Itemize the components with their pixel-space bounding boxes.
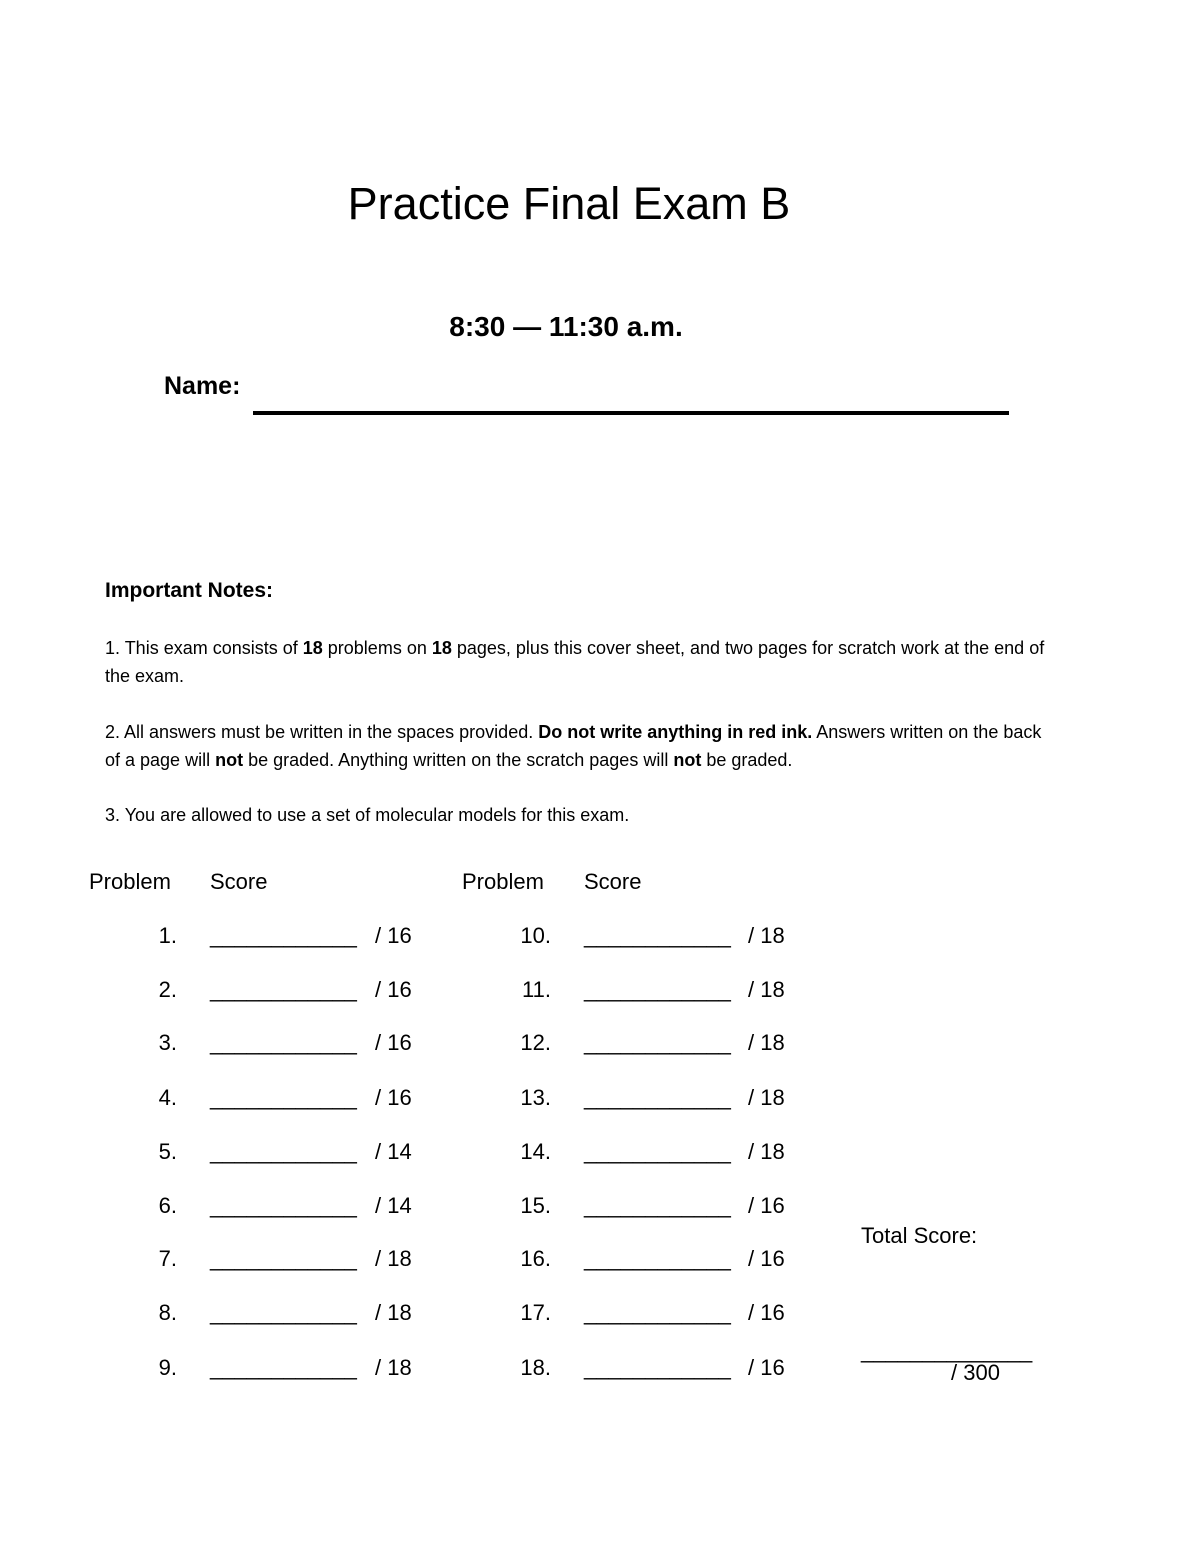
problem-number: 14. <box>520 1139 551 1164</box>
problem-number: 12. <box>520 1030 551 1055</box>
score-blank[interactable]: ____________ <box>584 1139 731 1164</box>
problem-number: 11. <box>522 977 551 1002</box>
max-points: / 16 <box>748 1193 785 1218</box>
max-points: / 16 <box>375 923 412 948</box>
score-blank[interactable]: ____________ <box>584 1085 731 1110</box>
max-points: / 18 <box>748 923 785 948</box>
max-points: / 18 <box>748 977 785 1002</box>
problem-number: 1. <box>158 923 177 948</box>
problem-number: 4. <box>158 1085 177 1110</box>
problem-header-right: Problem <box>462 869 544 894</box>
score-blank[interactable]: ____________ <box>210 923 357 948</box>
score-blank[interactable]: ____________ <box>584 1193 731 1218</box>
score-blank[interactable]: ____________ <box>584 1355 731 1380</box>
note-3: 3. You are allowed to use a set of molecular models for this exam. <box>105 805 630 825</box>
max-points: / 16 <box>748 1300 785 1325</box>
total-score-label: Total Score: <box>861 1223 978 1248</box>
problem-header-left: Problem <box>89 869 171 894</box>
score-blank[interactable]: ____________ <box>210 1085 357 1110</box>
total-score-blank[interactable]: ______________ <box>861 1338 1033 1363</box>
problem-number: 18. <box>520 1355 551 1380</box>
score-blank[interactable]: ____________ <box>210 1246 357 1271</box>
problem-number: 8. <box>158 1300 177 1325</box>
name-field-line[interactable] <box>253 411 1009 415</box>
name-label: Name: <box>164 372 241 400</box>
max-points: / 18 <box>748 1030 785 1055</box>
score-blank[interactable]: ____________ <box>210 1355 357 1380</box>
score-blank[interactable]: ____________ <box>210 1139 357 1164</box>
problem-number: 16. <box>520 1246 551 1271</box>
note-2: 2. All answers must be written in the spaces provided. Do not write anything in red ink. Answers written on the back of a page will not be graded. Anything written on the scratch pages will not be graded. <box>105 722 1042 770</box>
notes-heading: Important Notes: <box>105 579 273 602</box>
max-points: / 18 <box>748 1139 785 1164</box>
problem-number: 17. <box>520 1300 551 1325</box>
score-blank[interactable]: ____________ <box>584 1030 731 1055</box>
score-blank[interactable]: ____________ <box>210 1300 357 1325</box>
problem-number: 10. <box>520 923 551 948</box>
note-1: 1. This exam consists of 18 problems on 18 pages, plus this cover sheet, and two pages for scratch work at the end of the exam. <box>105 638 1045 686</box>
max-points: / 16 <box>748 1246 785 1271</box>
score-blank[interactable]: ____________ <box>584 977 731 1002</box>
problem-number: 7. <box>158 1246 177 1271</box>
problem-number: 9. <box>158 1355 177 1380</box>
max-points: / 16 <box>748 1355 785 1380</box>
score-blank[interactable]: ____________ <box>584 923 731 948</box>
max-points: / 14 <box>375 1193 412 1218</box>
max-points: / 18 <box>375 1300 412 1325</box>
exam-title: Practice Final Exam B <box>347 178 791 229</box>
score-blank[interactable]: ____________ <box>584 1246 731 1271</box>
max-points: / 16 <box>375 1085 412 1110</box>
max-points: / 18 <box>375 1246 412 1271</box>
problem-number: 15. <box>520 1193 551 1218</box>
max-points: / 14 <box>375 1139 412 1164</box>
score-blank[interactable]: ____________ <box>584 1300 731 1325</box>
score-blank[interactable]: ____________ <box>210 1193 357 1218</box>
exam-time: 8:30 — 11:30 a.m. <box>449 311 683 342</box>
max-points: / 16 <box>375 977 412 1002</box>
problem-number: 2. <box>158 977 177 1002</box>
score-blank[interactable]: ____________ <box>210 1030 357 1055</box>
problem-number: 3. <box>158 1030 177 1055</box>
problem-number: 13. <box>520 1085 551 1110</box>
total-max-points: / 300 <box>951 1360 1000 1385</box>
score-header-left: Score <box>210 869 268 894</box>
max-points: / 18 <box>748 1085 785 1110</box>
score-header-right: Score <box>584 869 642 894</box>
problem-number: 5. <box>158 1139 177 1164</box>
max-points: / 16 <box>375 1030 412 1055</box>
score-blank[interactable]: ____________ <box>210 977 357 1002</box>
problem-number: 6. <box>158 1193 177 1218</box>
max-points: / 18 <box>375 1355 412 1380</box>
